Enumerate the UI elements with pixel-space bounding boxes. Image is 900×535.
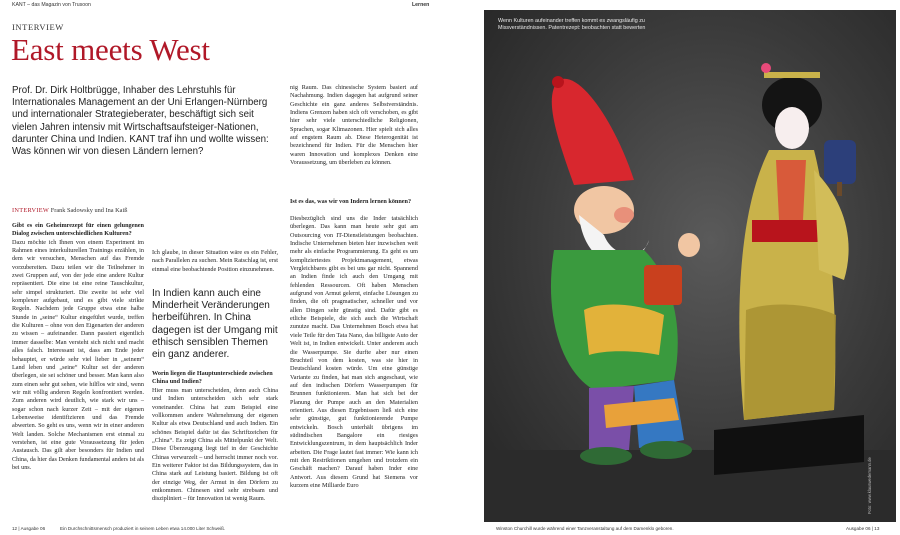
byline xyxy=(12,207,127,214)
footer-fact-right: Winston Churchill wurde während einer Tanzveranstaltung auf dem Damenklo geboren. xyxy=(496,526,674,531)
footer-page-right: Ausgabe 06 | 13 xyxy=(846,526,880,531)
footer-fact-left: Ein Durchschnittsmensch produziert in seinem Leben etwa 14.000 Liter Schweiß. xyxy=(60,526,226,531)
geisha-figurine xyxy=(739,63,856,420)
gnome-figurine xyxy=(551,76,700,465)
pull-quote: In Indien kann auch eine Minderheit Veränderungen herbeiführen. In China dagegen ist der Umgang mit ethisch sensiblen Themen ein ganz anderer. xyxy=(152,288,278,361)
interview-answer-2: Hier muss man unterscheiden, denn auch China und Indien unterscheiden sich sehr stark voneinander. China hat zum Beispiel eine vollkommen andere Wahrnehmung der eigenen Kultur als etwa Deutschland und auch Indien. Ein schönes Beispiel dafür ist das Schriftzeichen für „China“. Es zeigt China als Mittelpunkt der Welt. Diese Überzeugung liegt tief in der Geschichte Chinas verwurzelt – und herrscht immer noch vor. Ein weiterer Faktor ist das Bildungssystem, das in China stark auf Leistung basiert. Bildung ist oft der einzige Weg, der Armut in den Dörfern zu entkommen. Chinesen sind sehr strebsam und diszipliniert – für Innovation ist wenig Raum. xyxy=(152,387,278,503)
running-head-left: KANT – das Magazin von Trusoon xyxy=(12,2,91,8)
running-head-right: Lernen xyxy=(412,2,430,8)
interview-question-3: Ist es das, was wir von Indern lernen können? xyxy=(290,198,412,205)
interview-answer-3: Diesbezüglich sind uns die Inder tatsächlich überlegen. Das kann man heute sehr gut am Outsourcing von IT-Dienstleistungen beobachten. Indische Unternehmen bieten hier inzwischen weit mehr als einfache Programmierung. Es geht es um kompliziertestes Projektmanagement, etwas Vergleichbares gibt es bei uns gar nicht. Spannend an Indien finde ich auch den Umgang mit fehlenden Ressourcen. Oft haben Menschen aufgrund von Armut gelernt, einfache Lösungen zu finden, die oft pragmatischer, schneller und vor allen Dingen sehr günstig sind. Dafür gibt es etliche Beispiele, die sich auch die Wirtschaft zunutze macht. Das Unternehmen Bosch etwa hat viele Teile für den Tata Nano, das billigste Auto der Welt ist, in Indien entwickelt. Unter anderem auch die Wasserpumpe. Sie durfte aber nur einen Bruchteil von dem kosten, was sie hier in Deutschland kosten würde. Um eine günstige Variante zu finden, hat man sich angeschaut, wie auf den indischen Dörfern Wasserpumpen für Brunnen funktionieren. Man hat sich bei der Planung der Pumpe auch an den Materialien orientiert. Aus diesen Ergebnissen ließ sich eine sehr günstige, gut funktionierende Pumpe entwickeln. Bosch unterhält übrigens im südindischen Bangalore ein riesiges Entwicklungszentrum, in dem hauptsächlich Inder arbeiten. Die Frage lautet fast immer: Wie kann ich mit den Restriktionen umgehen und trotzdem ein Geschäft machen? Darauf haben Inder eine Antwort. Aus diesem Grund hat Siemens vor kurzem eine Milliarde Euro xyxy=(290,215,418,489)
byline-authors: Frank Sadowsky und Ina Kaiß xyxy=(50,207,128,214)
photo-figurines-illustration xyxy=(484,10,896,522)
article-photo xyxy=(484,10,896,522)
byline-kicker: INTERVIEW xyxy=(12,207,50,214)
footer-page-left: 12 | Ausgabe 06 xyxy=(12,526,46,531)
text-column-1 xyxy=(12,222,144,472)
interview-answer-1: Dazu möchte ich Ihnen von einem Experiment im Rahmen eines interkulturellen Trainings erzählen, in dem wir versuchen, Menschen auf das Fremde vorzubereiten. Dazu teilen wir die Teilnehmer in zwei Gruppen auf, von der jede eine andere Kultur repräsentiert. Die eine ist eine reine Tauschkultur, sehr simpel strukturiert. Die zweite ist sehr viel komplexer aufgebaut, und es gibt viele strikte Regeln. Nachdem jede Gruppe etwa eine halbe Stunde in „seine“ Kultur eingeführt wurde, treffen die Kulturen – ohne von den Eigenarten der anderen zu wissen – aufeinander. Dann passiert eigentlich immer dasselbe: Man versteht sich nicht und macht alles falsch. Interessant ist, dass am Ende jeder behauptet, er würde sehr viel lieber in „seinem“ Land leben und „seine“ Kultur sei der anderen überlegen, sie sei schöner und besser. Man kann also zum einen sehr gut sehen, wie hilflos wir sind, wenn wir mit völlig anderen Regeln konfrontiert werden. Zum anderen wird deutlich, wie stark wir uns – sogar schon nach kurzer Zeit – mit der eigenen Lebensweise identifizieren und das Fremde abwerten. So geht es uns, wenn wir in einer anderen Welt landen. Solche Mechanismen erst einmal zu verstehen, ist eine gute Voraussetzung für jeden Austausch. Das gilt aber besonders für Indien und China, da hier das Denken fundamental anders ist als bei uns. xyxy=(12,238,144,471)
article-title: East meets West xyxy=(11,32,210,67)
article-lead: Prof. Dr. Dirk Holtbrügge, Inhaber des Lehrstuhls für Internationales Management an der Uni Erlangen-Nürnberg und internationaler Strategieberater, beschäftigt sich seit vielen Jahren intensiv mit Wirtschaftsaufsteiger-Nationen, darunter China und Indien. KANT traf ihn und wollte wissen: Was können wir von diesen Ländern lernen? xyxy=(12,85,269,158)
photo-credit: Foto: www.klauswedemann.de xyxy=(867,457,872,514)
interview-question-1: Gibt es ein Geheimrezept für einen gelungenen Dialog zwischen unterschiedlichen Kulturen? xyxy=(12,222,144,238)
text-column-3: nig Raum. Das chinesische System basiert auf Nachahmung. Indien dagegen hat aufgrund seiner Geschichte ein ganz anderes Selbstverständnis. Indiens Grenzen haben sich oft verschoben, es gibt hier sehr viele unterschiedliche Religionen, Sprachen, sogar Klimazonen. Hier spielt sich alles auf engstem Raum ab. Diese Heterogenität ist bezeichnend für Indien. Für die Menschen hier waren Innovation und komplexes Denken eine Voraussetzung, um überleben zu können. xyxy=(290,84,418,167)
photo-caption: Wenn Kulturen aufeinander treffen kommt es zwangsläufig zu Missverständnissen. Patentrezept: beobachten statt bewerten xyxy=(498,18,646,31)
text-column-2: Ich glaube, in dieser Situation wäre es ein Fehler, nach Parallelen zu suchen. Mein Ratschlag ist, erst einmal eine beobachtende Position einzunehmen. xyxy=(152,249,278,273)
section-kicker: INTERVIEW xyxy=(12,22,64,32)
interview-question-2: Worin liegen die Hauptunterschiede zwischen China und Indien? xyxy=(152,370,273,386)
